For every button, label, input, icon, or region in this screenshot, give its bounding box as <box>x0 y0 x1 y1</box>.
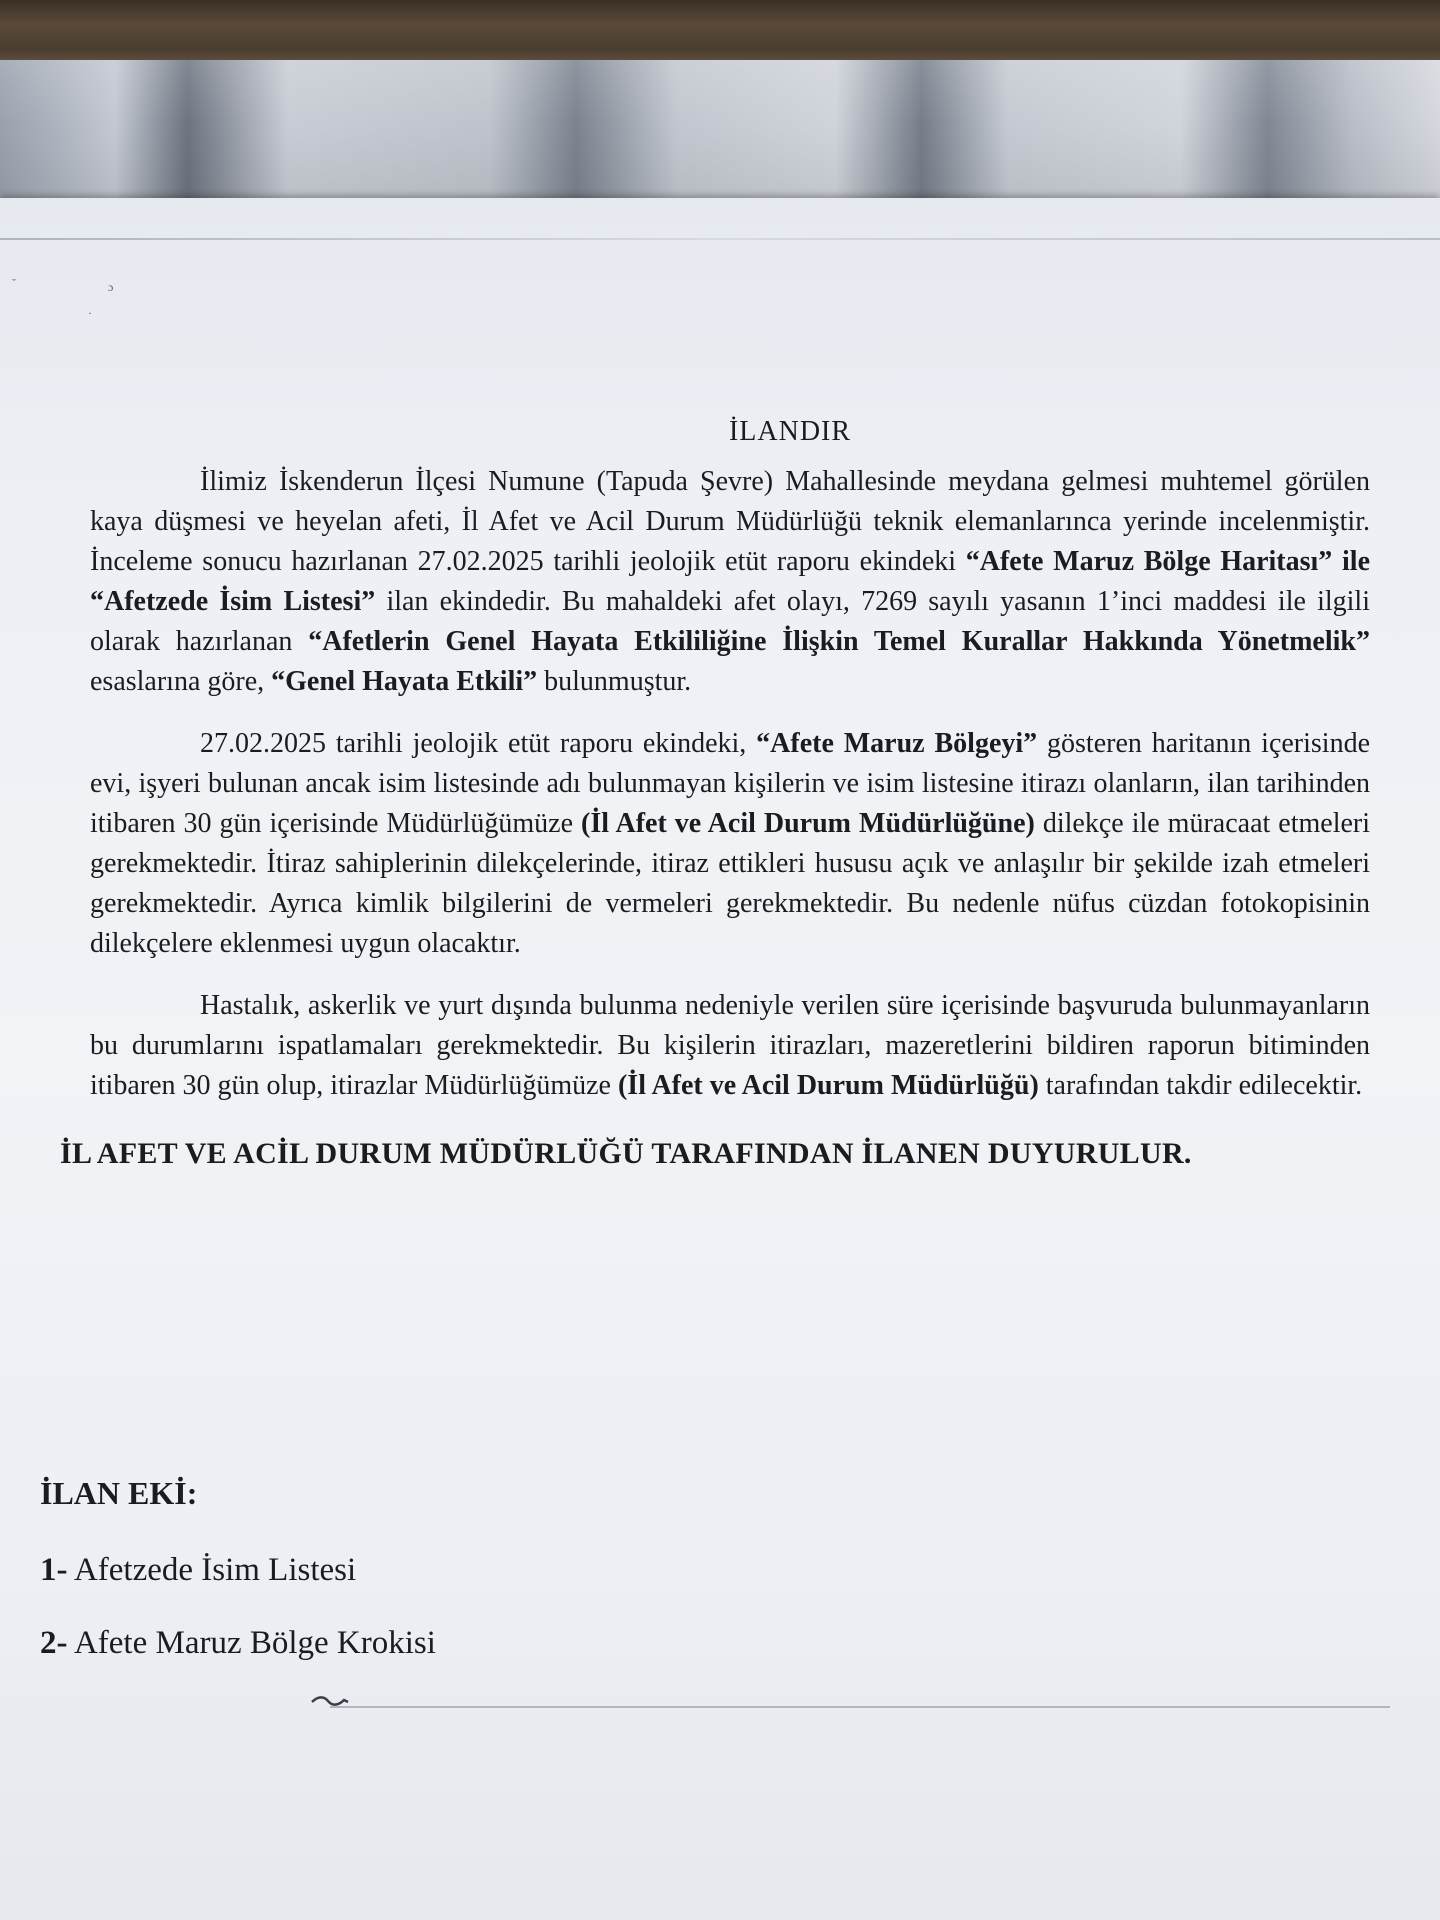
attachment-text: Afete Maruz Bölge Krokisi <box>73 1625 436 1661</box>
paragraph-1-text-1: İlimiz İskenderun İlçesi Numune (Tapuda Şevre) Mahallesinde meydana gelmesi muhtemel görülen kaya düşmesi ve heyelan afeti, İl Afet ve Acil Durum Müdürlüğü teknik elemanlarınca yerinde incelenmiştir. İnceleme sonucu hazırlanan 27.02.2025 tarihli jeolojik etüt raporu ekindeki <box>90 466 1370 577</box>
notice-title: İLANDIR <box>728 416 852 447</box>
bottom-ornament-icon <box>310 1694 350 1708</box>
attachment-number: 1- <box>40 1552 68 1588</box>
paragraph-1-text-4: bulunmuştur. <box>537 666 692 697</box>
attachments-section <box>40 1475 436 1698</box>
bottom-separator-line <box>330 1706 1390 1708</box>
paragraph-1 <box>90 462 1370 702</box>
paper-fold-line <box>0 238 1440 240</box>
paper-speck: ɔ <box>108 280 114 294</box>
notice-body <box>60 412 1371 1174</box>
paper-speck: ˘ <box>12 276 16 290</box>
attachment-item <box>40 1625 436 1662</box>
paragraph-3 <box>90 986 1370 1106</box>
paragraph-3-bold-1: (İl Afet ve Acil Durum Müdürlüğü) <box>617 1070 1039 1101</box>
paragraph-1-bold-3: “Genel Hayata Etkili” <box>271 666 538 697</box>
paragraph-3-text-2: tarafından takdir edilecektir. <box>1038 1070 1363 1101</box>
attachments-heading: İLAN EKİ: <box>40 1475 198 1511</box>
paragraph-2-bold-1: “Afete Maruz Bölgeyi” <box>756 728 1038 759</box>
paragraph-2-text-2: gösteren haritanın içerisinde evi, işyeri bulunan ancak isim listesinde adı bulunmayan kişilerin ve isim listesine itirazı olanların, ilan tarihinden itibaren 30 gün içerisinde Müdürlüğümüze <box>90 728 1371 839</box>
attachment-item <box>40 1552 436 1589</box>
paragraph-2-text-1: 27.02.2025 tarihli jeolojik etüt raporu ekindeki, <box>200 728 757 759</box>
paragraph-2-bold-2: (İl Afet ve Acil Durum Müdürlüğüne) <box>581 808 1035 839</box>
paper-speck: · <box>88 306 92 320</box>
window-glass-background <box>0 60 1440 220</box>
paragraph-2-text-3: dilekçe ile müracaat etmeleri gerekmektedir. İtiraz sahiplerinin dilekçelerinde, itiraz ettikleri hususu açık ve anlaşılır bir şekilde izah etmeleri gerekmektedir. Ayrıca kimlik bilgilerini de vermeleri gerekmektedir. Bu nedenle nüfus cüzdan fotokopisinin dilekçelere eklenmesi uygun olacaktır. <box>90 808 1371 959</box>
paragraph-3-text-1: Hastalık, askerlik ve yurt dışında bulunma nedeniyle verilen süre içerisinde başvuruda bulunmayanların bu durumlarını ispatlamaları gerekmektedir. Bu kişilerin itirazları, mazeretlerini bildiren raporun bitiminden itibaren 30 gün olup, itirazlar Müdürlüğümüze <box>90 990 1370 1101</box>
paragraph-1-text-3: esaslarına göre, <box>90 666 272 697</box>
paragraph-2 <box>90 724 1370 964</box>
paragraph-1-text-2: ilan ekindedir. Bu mahaldeki afet olayı, 7269 sayılı yasanın 1’inci maddesi ile ilgili olarak hazırlanan <box>90 586 1370 657</box>
paragraph-1-bold-1: “Afete Maruz Bölge Haritası” ile “Afetzede İsim Listesi” <box>90 546 1371 617</box>
attachment-number: 2- <box>40 1625 68 1661</box>
attachment-text: Afetzede İsim Listesi <box>73 1552 357 1588</box>
paragraph-1-bold-2: “Afetlerin Genel Hayata Etkililiğine İlişkin Temel Kurallar Hakkında Yönetmelik” <box>308 626 1370 657</box>
declaration-line: İL AFET VE ACİL DURUM MÜDÜRLÜĞÜ TARAFINDAN İLANEN DUYURULUR. <box>60 1137 1192 1170</box>
